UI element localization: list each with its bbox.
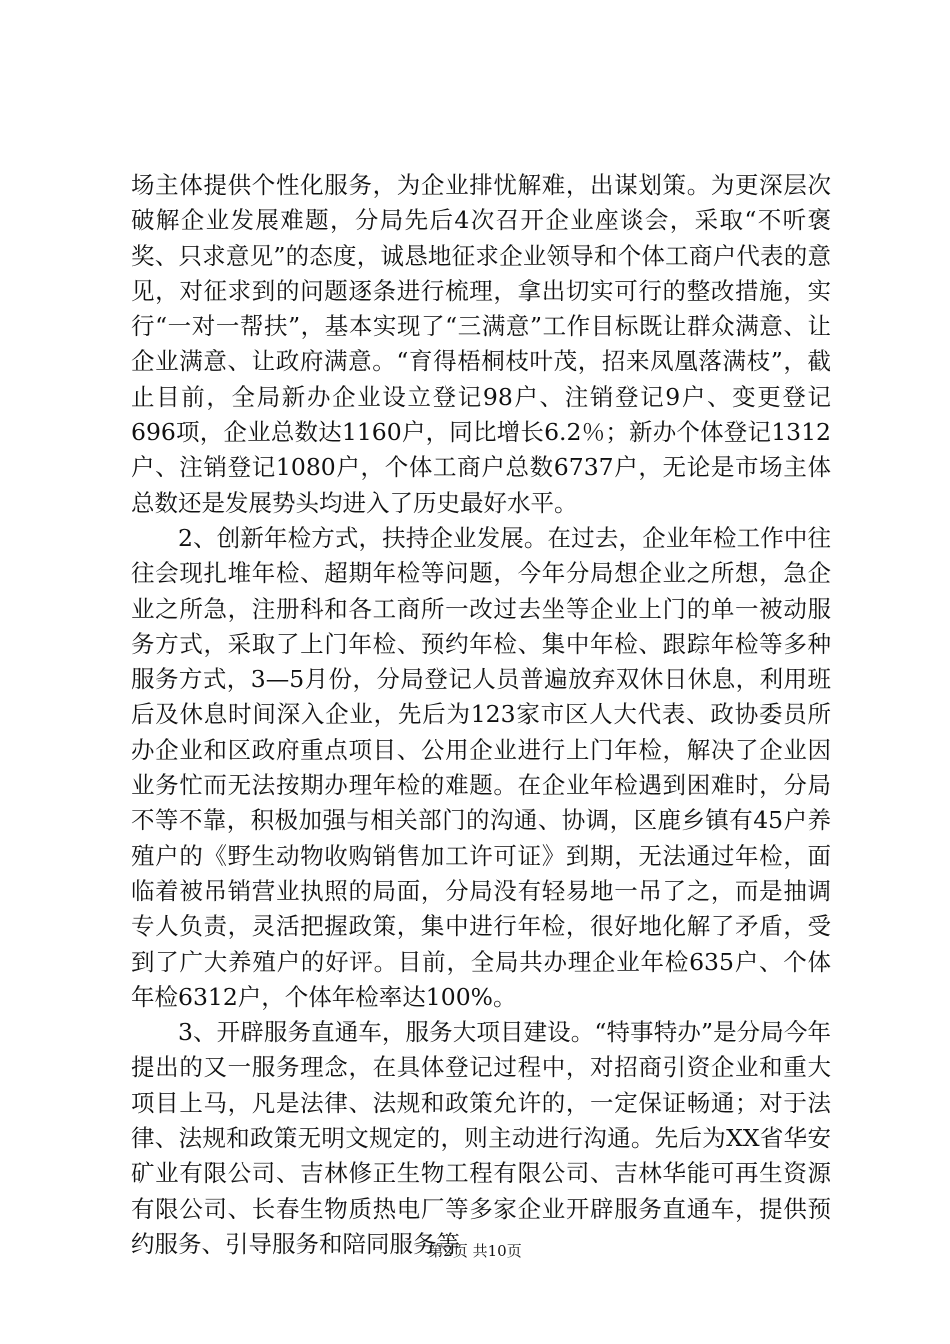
paragraph-service-express: 3、开辟服务直通车，服务大项目建设。“特事特办”是分局今年提出的又一服务理念，在具体登记过程中，对招商引资企业和重大项目上马，凡是法律、法规和政策允许的，一定保证畅通；对于法律、法规和政策无明文规定的，则主动进行沟通。先后为XX省华安矿业有限公司、吉林修正生物工程有限公司、吉林华能可再生资源有限公司、长春生物质热电厂等多家企业开辟服务直通车，提供预约服务、引导服务和陪同服务等 [131,1018,831,1258]
page-footer: 第2页 共10页 [428,1242,522,1260]
document-body [131,168,831,1262]
paragraph-continuation: 场主体提供个性化服务，为企业排忧解难，出谋划策。为更深层次破解企业发展难题，分局先后4次召开企业座谈会，采取“不听褒奖、只求意见”的态度，诚恳地征求企业领导和个体工商户代表的意见，对征求到的问题逐条进行梳理，拿出切实可行的整改措施，实行“一对一帮扶”，基本实现了“三满意”工作目标既让群众满意、让企业满意、让政府满意。“育得梧桐枝叶茂，招来凤凰落满枝”，截止目前，全局新办企业设立登记98户、注销登记9户、变更登记696项，企业总数达1160户，同比增长6.2％；新办个体登记1312户、注销登记1080户，个体工商户总数6737户，无论是市场主体总数还是发展势头均进入了历史最好水平。 [131,171,831,517]
paragraph-annual-inspection: 2、创新年检方式，扶持企业发展。在过去，企业年检工作中往往会现扎堆年检、超期年检等问题，今年分局想企业之所想，急企业之所急，注册科和各工商所一改过去坐等企业上门的单一被动服务方式，采取了上门年检、预约年检、集中年检、跟踪年检等多种服务方式，3—5月份，分局登记人员普遍放弃双休日休息，利用班后及休息时间深入企业，先后为123家市区人大代表、政协委员所办企业和区政府重点项目、公用企业进行上门年检，解决了企业因业务忙而无法按期办理年检的难题。在企业年检遇到困难时，分局不等不靠，积极加强与相关部门的沟通、协调，区鹿乡镇有45户养殖户的《野生动物收购销售加工许可证》到期，无法通过年检，面临着被吊销营业执照的局面，分局没有轻易地一吊了之，而是抽调专人负责，灵活把握政策，集中进行年检，很好地化解了矛盾，受到了广大养殖户的好评。目前，全局共办理企业年检635户、个体年检6312户，个体年检率达100%。 [131,523,831,1011]
